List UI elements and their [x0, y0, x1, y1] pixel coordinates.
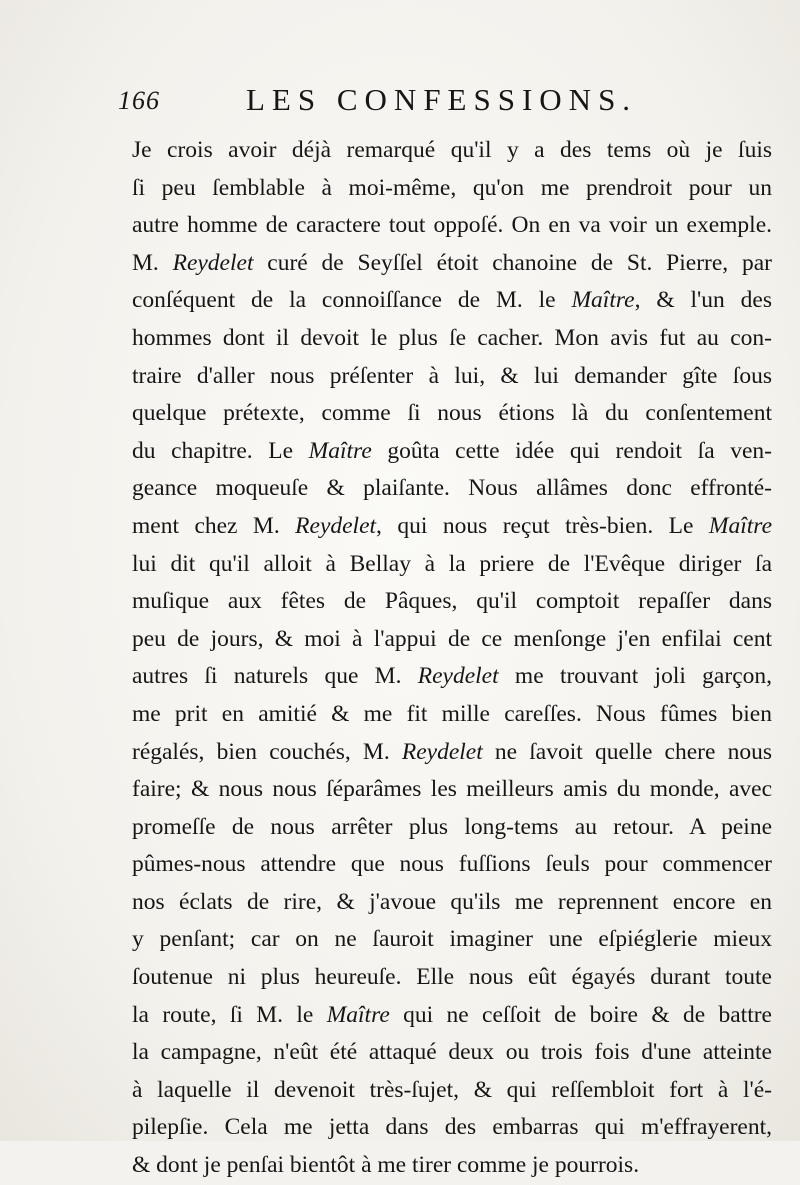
- text-segment: me trouvant joli garçon,: [498, 663, 772, 690]
- text-segment: à laquelle il devenoit très-ſujet, & qui reſſembloit fort à l'é-: [132, 1076, 772, 1103]
- text-line: [132, 1109, 772, 1147]
- text-line: [132, 132, 772, 170]
- text-segment: & dont je penſai bientôt à me tirer comme je pourrois.: [132, 1152, 640, 1179]
- text-segment: ſi peu ſemblable à moi-même, qu'on me prendroit pour un: [132, 174, 772, 201]
- text-line: [132, 282, 772, 320]
- text-segment: M.: [132, 249, 173, 276]
- text-line: [132, 170, 772, 208]
- text-segment: hommes dont il devoit le plus ſe cacher. Mon avis fut au con-: [132, 324, 772, 351]
- text-line: [132, 658, 772, 696]
- text-segment: peu de jours, & moi à l'appui de ce menſonge j'en enfilai cent: [132, 625, 772, 652]
- text-segment: ſoutenue ni plus heureuſe. Elle nous eût égayés durant toute: [132, 964, 772, 991]
- text-line: [132, 508, 772, 546]
- text-line: [132, 320, 772, 358]
- text-line: [132, 959, 772, 997]
- text-segment: du chapitre. Le: [132, 437, 309, 464]
- text-segment: la campagne, n'eût été attaqué deux ou trois fois d'une atteinte: [132, 1039, 772, 1066]
- text-segment: ment chez M.: [132, 512, 296, 539]
- text-line: [132, 207, 772, 245]
- text-segment: ne ſavoit quelle chere nous: [482, 738, 772, 765]
- text-line: [132, 1072, 772, 1110]
- text-segment: la route, ſi M. le: [132, 1001, 327, 1028]
- text-segment: , qui nous reçut très-bien. Le: [376, 512, 709, 539]
- text-line: [132, 245, 772, 283]
- body-text: [132, 132, 772, 1185]
- text-segment: , & l'un des: [634, 287, 772, 314]
- text-line: [132, 1147, 772, 1185]
- page-number: 166: [118, 86, 160, 115]
- italic-name: Reydelet: [417, 663, 499, 690]
- italic-name: Maître: [708, 512, 772, 539]
- text-line: [132, 846, 772, 884]
- text-segment: conſéquent de la connoiſſance de M. le: [132, 287, 572, 314]
- text-line: [132, 997, 772, 1035]
- text-segment: nos éclats de rire, & j'avoue qu'ils me reprennent encore en: [132, 888, 772, 915]
- italic-name: Maître: [571, 287, 635, 314]
- text-segment: curé de Seyſſel étoit chanoine de St. Pierre, par: [253, 249, 772, 276]
- text-segment: faire; & nous nous ſéparâmes les meilleurs amis du monde, avec: [132, 776, 772, 803]
- text-segment: régalés, bien couchés, M.: [132, 738, 402, 765]
- text-line: [132, 771, 772, 809]
- italic-name: Maître: [326, 1001, 390, 1028]
- text-line: [132, 433, 772, 471]
- text-line: [132, 1034, 772, 1072]
- text-segment: autre homme de caractere tout oppoſé. On en va voir un exemple.: [132, 212, 772, 239]
- text-segment: goûta cette idée qui rendoit ſa ven-: [371, 437, 772, 464]
- text-line: [132, 395, 772, 433]
- running-title: LES CONFESSIONS.: [246, 82, 638, 117]
- text-segment: Je crois avoir déjà remarqué qu'il y a des tems où je ſuis: [132, 137, 772, 163]
- text-line: [132, 921, 772, 959]
- text-line: [132, 734, 772, 772]
- italic-name: Reydelet: [401, 738, 483, 765]
- text-line: [132, 583, 772, 621]
- text-line: [132, 546, 772, 584]
- text-segment: me prit en amitié & me fit mille careſſes. Nous fûmes bien: [132, 700, 772, 727]
- text-segment: traire d'aller nous préſenter à lui, & lui demander gîte ſous: [132, 362, 772, 389]
- text-segment: pûmes-nous attendre que nous fuſſions ſeuls pour commencer: [132, 851, 772, 878]
- text-segment: promeſſe de nous arrêter plus long-tems au retour. A peine: [132, 813, 772, 840]
- text-line: [132, 809, 772, 847]
- text-line: [132, 470, 772, 508]
- text-segment: lui dit qu'il alloit à Bellay à la priere de l'Evêque diriger ſa: [132, 550, 772, 577]
- text-segment: qui ne ceſſoit de boire & de battre: [389, 1001, 772, 1028]
- italic-name: Reydelet: [172, 249, 254, 276]
- italic-name: Maître: [308, 437, 372, 464]
- text-line: [132, 696, 772, 734]
- text-line: [132, 621, 772, 659]
- text-segment: geance moqueuſe & plaiſante. Nous allâmes donc effronté-: [132, 475, 772, 502]
- text-segment: y penſant; car on ne ſauroit imaginer une eſpiéglerie mieux: [132, 926, 772, 953]
- text-segment: autres ſi naturels que M.: [132, 663, 418, 690]
- text-segment: quelque prétexte, comme ſi nous étions là du conſentement: [132, 400, 772, 427]
- text-segment: pilepſie. Cela me jetta dans des embarras qui m'effrayerent,: [132, 1114, 772, 1141]
- text-line: [132, 358, 772, 396]
- text-line: [132, 884, 772, 922]
- text-segment: muſique aux fêtes de Pâques, qu'il comptoit repaſſer dans: [132, 588, 772, 615]
- page-header: [118, 78, 678, 126]
- italic-name: Reydelet: [295, 512, 377, 539]
